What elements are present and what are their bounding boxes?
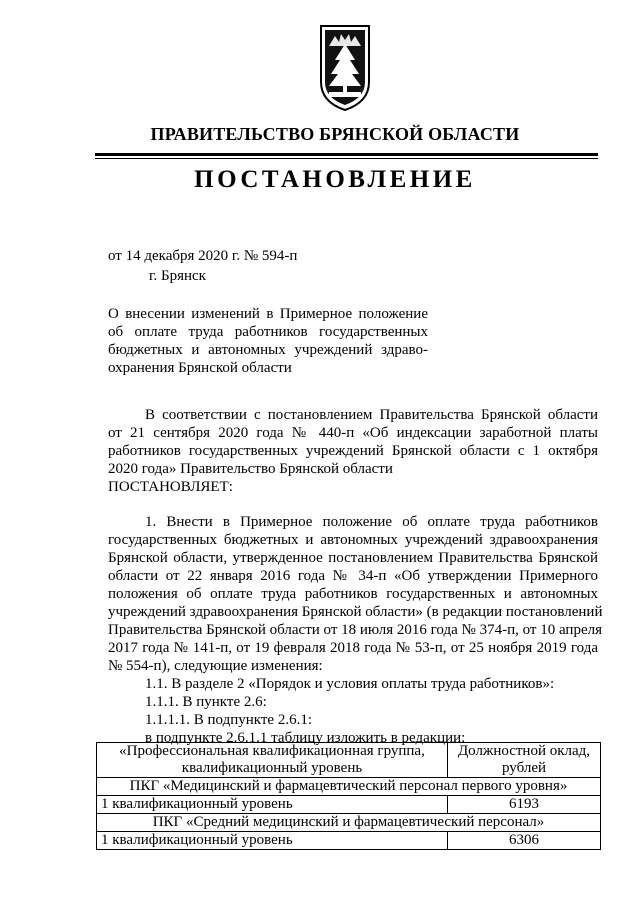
subject-line: об оплате труда работников государственных (108, 324, 428, 340)
city: г. Брянск (149, 268, 206, 284)
level-cell: 1 квалификационный уровень (97, 796, 448, 814)
subitem-line: 1.1.1. В пункте 2.6: (145, 694, 267, 710)
item-1 (108, 513, 603, 675)
postanovlyaet: ПОСТАНОВЛЯЕТ: (108, 479, 233, 495)
item-line: 1. Внести в Примерное положение об оплате труда работников (145, 514, 598, 530)
preamble (108, 406, 598, 496)
salary-cell: 6306 (448, 832, 601, 850)
table-group-row (97, 814, 601, 832)
salary-table (96, 742, 601, 850)
preamble-line: 2020 года» Правительство Брянской области (108, 461, 393, 477)
subitem-line: в подпункте 2.6.1.1 таблицу изложить в редакции: (145, 730, 466, 746)
salary-cell: 6193 (448, 796, 601, 814)
item-line: учреждений здравоохранения Брянской области» (в редакции постановлений (108, 604, 603, 620)
preamble-line: от 21 сентября 2020 года № 440-п «Об индексации заработной платы (108, 425, 598, 441)
subject-line: охранения Брянской области (108, 360, 292, 376)
preamble-line: работников государственных учреждений Брянской области с 1 октября (108, 443, 598, 459)
item-line: № 554-п), следующие изменения: (108, 658, 323, 674)
subject (108, 305, 428, 377)
date-number: от 14 декабря 2020 г. № 594-п (108, 248, 298, 264)
subject-line: О внесении изменений в Примерное положение (108, 306, 428, 322)
subject-line: бюджетных и автономных учреждений здраво- (108, 342, 428, 358)
item-line: положения об оплате труда работников государственных и автономных (108, 586, 598, 602)
level-cell: 1 квалификационный уровень (97, 832, 448, 850)
subitem-line: 1.1. В разделе 2 «Порядок и условия оплаты труда работников»: (145, 676, 555, 692)
header-rule-thin (95, 158, 598, 159)
org-title: ПРАВИТЕЛЬСТВО БРЯНСКОЙ ОБЛАСТИ (150, 124, 520, 144)
item-line: государственных бюджетных и автономных учреждений здравоохранения (108, 532, 598, 548)
header-col-salary: Должностной оклад, рублей (448, 743, 601, 778)
table-header-row (97, 743, 601, 778)
coat-of-arms-icon (315, 22, 375, 112)
header-rule-thick (95, 153, 598, 156)
subitems (145, 675, 595, 747)
item-line: Правительства Брянской области от 18 июля 2016 года № 374-п, от 10 апреля (108, 622, 602, 638)
preamble-line: В соответствии с постановлением Правительства Брянской области (145, 407, 598, 423)
group-title: ПКГ «Медицинский и фармацевтический персонал первого уровня» (97, 778, 601, 796)
table-row (97, 796, 601, 814)
item-line: 2017 года № 141-п, от 19 февраля 2018 года № 53-п, от 25 ноября 2019 года (108, 640, 598, 656)
header-col-group: «Профессиональная квалификационная группа, квалификационный уровень (97, 743, 448, 778)
subitem-line: 1.1.1.1. В подпункте 2.6.1: (145, 712, 313, 728)
item-line: области от 22 января 2016 года № 34-п «Об утверждении Примерного (108, 568, 598, 584)
table-group-row (97, 778, 601, 796)
document-type: ПОСТАНОВЛЕНИЕ (194, 166, 476, 193)
table-row (97, 832, 601, 850)
item-line: Брянской области, утвержденное постановлением Правительства Брянской (108, 550, 598, 566)
group-title: ПКГ «Средний медицинский и фармацевтический персонал» (97, 814, 601, 832)
